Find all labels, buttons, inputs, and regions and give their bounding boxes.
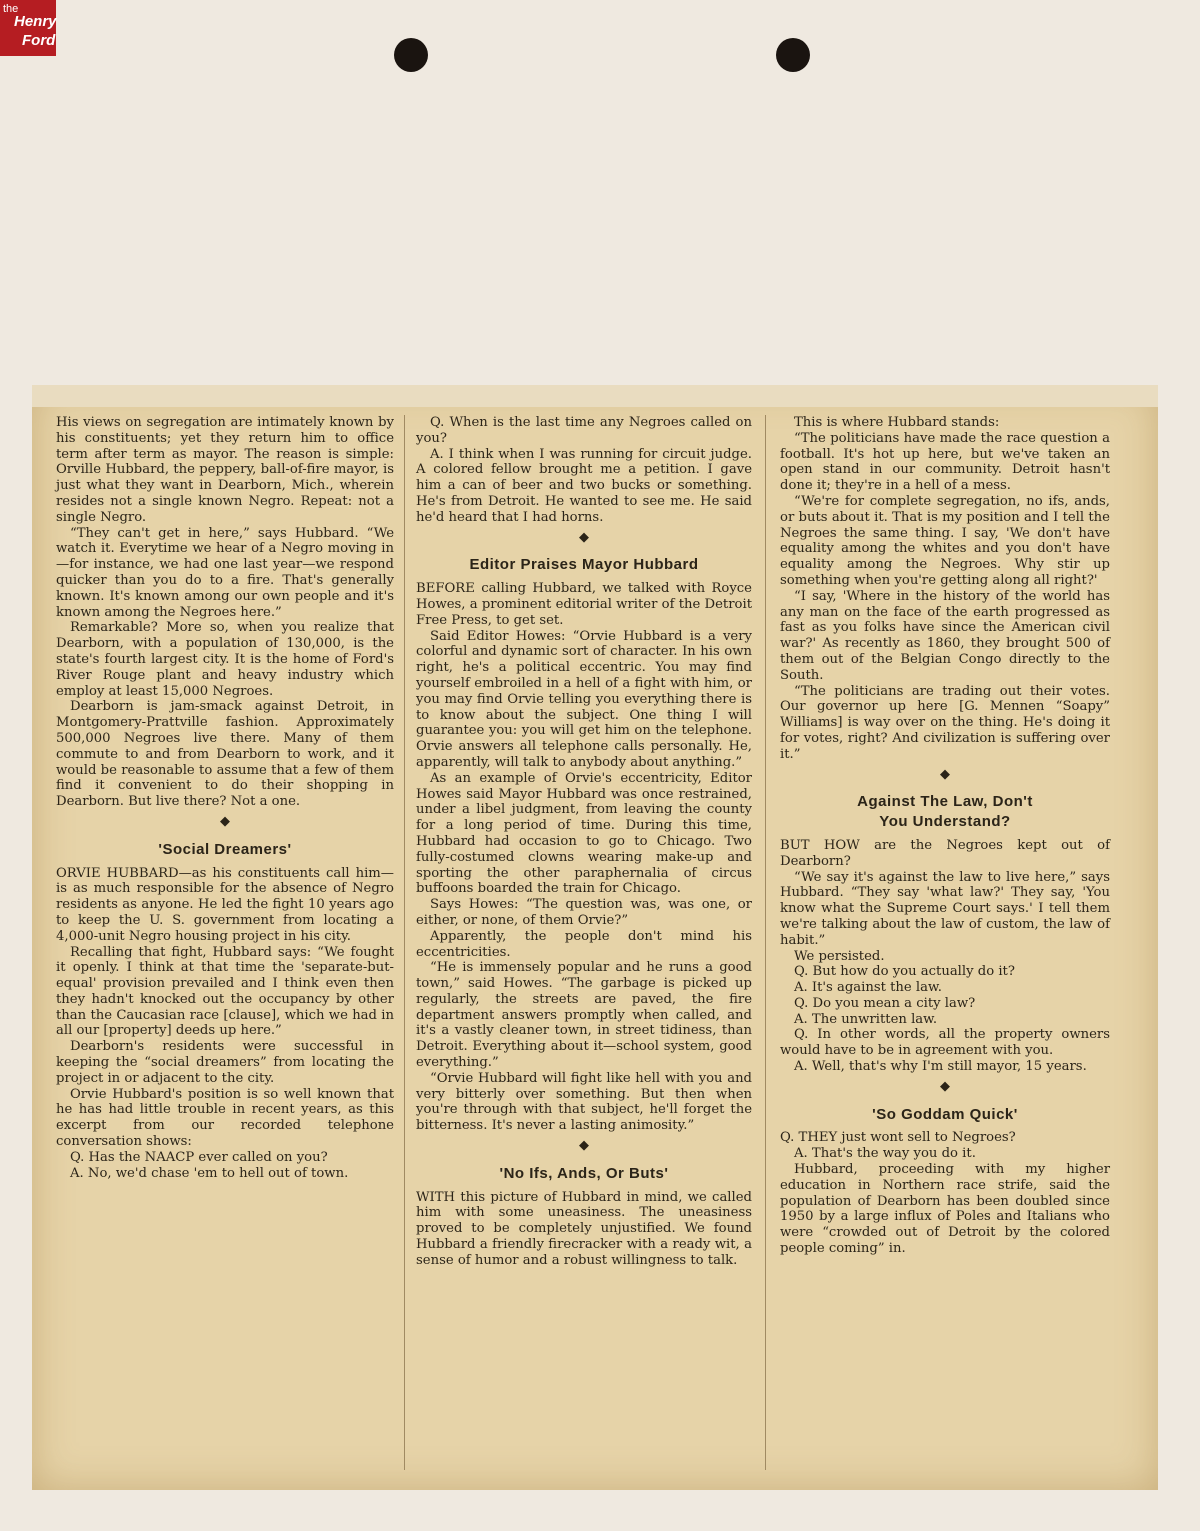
- paragraph: A. Well, that's why I'm still mayor, 15 years.: [794, 1059, 1087, 1075]
- paragraph: “They can't get in here,” says Hubbard. “We watch it. Everytime we hear of a Negro moving in—for instance, we had one last year—we respond quicker than you do to a fire. That's generally known. It's known among our own people and it's known among the Negroes here.”: [56, 525, 394, 620]
- paragraph: Hubbard, proceeding with my higher education in Northern race strife, said the population of Dearborn has been doubled since 1950 by a large influx of Poles and Italians who were “crowded out of Detroit by the colored people coming” in.: [780, 1162, 1110, 1257]
- section-diamond: ◆: [579, 529, 589, 545]
- paragraph: “We say it's against the law to live here,” says Hubbard. “They say 'what law?' They say, 'You know what the Supreme Court says.' I tell them we're talking about the law of custom, the law of habit.”: [780, 869, 1110, 948]
- paragraph: Orvie Hubbard's position is so well known that he has had little trouble in recent years, as this excerpt from our recorded telephone conversation shows:: [56, 1086, 394, 1150]
- paragraph: This is where Hubbard stands:: [794, 415, 1000, 430]
- paragraph: Remarkable? More so, when you realize that Dearborn, with a population of 130,000, is the state's fourth largest city. It is the home of Ford's River Rouge plant and heavy industry which employ at least 15,000 Negroes.: [56, 620, 394, 699]
- paragraph: “We're for complete segregation, no ifs, ands, or buts about it. That is my position and I tell the Negroes the same thing. I say, 'We don't have equality among the whites and you don't have equality among the Negroes. Why stir up something when you're getting along all right?': [780, 493, 1110, 588]
- logo-ford: Ford: [22, 32, 56, 49]
- paragraph: Says Howes: “The question was, was one, or either, or none, of them Orvie?”: [416, 897, 752, 928]
- section-diamond: ◆: [579, 1138, 589, 1154]
- section-diamond: ◆: [940, 766, 950, 782]
- section-diamond: ◆: [220, 813, 230, 829]
- paragraph: “I say, 'Where in the history of the world has any man on the face of the earth progressed as fast as you folks have since the American civil war?' As recently as 1860, they brought 500 of them out of the Belgian Congo directly to the South.: [780, 588, 1110, 683]
- section-heading: You Understand?: [879, 813, 1011, 831]
- paragraph: ORVIE HUBBARD—as his constituents call him—is as much responsible for the absence of Negro residents as anyone. He led the fight 10 years ago to keep the U. S. government from locating a 4,000-unit Negro housing project in his city.: [56, 865, 394, 944]
- column-2: [416, 415, 752, 1269]
- section-heading: 'No Ifs, Ands, Or Buts': [499, 1164, 669, 1182]
- paragraph: Recalling that fight, Hubbard says: “We fought it openly. I think at that time the 'separate-but-equal' provision prevailed and I think even then they hadn't knocked out the occupancy by other than the Caucasian race [clause], which we had in all our [property] deeds up here.”: [56, 944, 394, 1039]
- section-diamond: ◆: [940, 1078, 950, 1094]
- paragraph: Dearborn is jam-smack against Detroit, in Montgomery-Prattville fashion. Approximately 500,000 Negroes live there. Many of them commute to and from Dearborn to work, and it would be reasonable to assume that a few of them find it convenient to do their shopping in Dearborn. But live there? Not a one.: [56, 699, 394, 810]
- paragraph: A. It's against the law.: [794, 980, 942, 996]
- column-rule: [404, 415, 405, 1470]
- paragraph: A. That's the way you do it.: [794, 1146, 976, 1162]
- paragraph: BEFORE calling Hubbard, we talked with Royce Howes, a prominent editorial writer of the Detroit Free Press, to get set.: [416, 581, 752, 628]
- binder-hole-right: [776, 38, 810, 72]
- paragraph: Said Editor Howes: “Orvie Hubbard is a very colorful and dynamic sort of character. In his own right, he's a political eccentric. You may find yourself embroiled in a hell of a fight with him, or you may find Orvie telling you everything there is to know about the subject. One thing I will guarantee you: you will get him on the telephone. Orvie answers all telephone calls personally. He, apparently, will talk to anybody about anything.”: [416, 628, 752, 770]
- paragraph: Q. When is the last time any Negroes called on you?: [416, 415, 752, 446]
- paragraph: We persisted.: [794, 948, 885, 964]
- paragraph: A. The unwritten law.: [794, 1011, 938, 1027]
- henry-ford-logo: [0, 0, 56, 56]
- paragraph: “He is immensely popular and he runs a good town,” said Howes. “The garbage is picked up regularly, the streets are paved, the fire department answers promptly when called, and it's a vastly cleaner town, in street tidiness, than Detroit. Everything about it—school system, good everything.”: [416, 960, 752, 1071]
- logo-the: the: [3, 3, 19, 15]
- paragraph: A. I think when I was running for circuit judge. A colored fellow brought me a petition. I gave him a can of beer and two bucks or something. He's from Detroit. He wanted to see me. He said he'd heard that I had horns.: [416, 446, 752, 525]
- paragraph: Apparently, the people don't mind his eccentricities.: [416, 928, 752, 960]
- paragraph: Q. But how do you actually do it?: [794, 964, 1015, 980]
- column-1: [56, 415, 394, 1181]
- paragraph: “The politicians have made the race question a football. It's hot up here, but we've taken an open stand in our community. Detroit hasn't done it; they're in a hell of a mess.: [780, 430, 1110, 494]
- section-heading: Against The Law, Don't: [857, 793, 1033, 811]
- newspaper-clipping: [32, 385, 1158, 1490]
- binder-hole-left: [394, 38, 428, 72]
- logo-henry: Henry: [14, 13, 57, 30]
- paragraph: WITH this picture of Hubbard in mind, we called him with some uneasiness. The uneasiness proved to be completely unjustified. We found Hubbard a friendly firecracker with a ready wit, a sense of humor and a robust willingness to talk.: [416, 1189, 752, 1268]
- paragraph: Q. THEY just wont sell to Negroes?: [780, 1130, 1016, 1146]
- paragraph: Dearborn's residents were successful in keeping the “social dreamers” from locating the project in or adjacent to the city.: [56, 1039, 394, 1086]
- paragraph: Q. In other words, all the property owners would have to be in agreement with you.: [780, 1027, 1110, 1059]
- paragraph: BUT HOW are the Negroes kept out of Dearborn?: [780, 837, 1110, 869]
- paragraph: A. No, we'd chase 'em to hell out of town.: [70, 1165, 349, 1181]
- section-heading: 'Social Dreamers': [158, 840, 292, 858]
- paragraph: “Orvie Hubbard will fight like hell with you and very bitterly over something. But then when you're through with that subject, he'll forget the bitterness. It's never a lasting animosity.”: [416, 1070, 752, 1134]
- paragraph: His views on segregation are intimately known by his constituents; yet they return him to office term after term as mayor. The reason is simple: Orville Hubbard, the peppery, ball-of-fire mayor, is just what they want in Dearborn, Mich., wherein resides not a single known Negro. Repeat: not a single Negro.: [56, 415, 394, 525]
- paragraph: “The politicians are trading out their votes. Our governor up here [G. Mennen “Soapy” Williams] is way over on the thing. He's doing it for votes, right? And civilization is suffering over it.”: [780, 683, 1110, 762]
- paragraph: Q. Has the NAACP ever called on you?: [70, 1149, 328, 1165]
- column-3: [780, 415, 1110, 1257]
- section-heading: 'So Goddam Quick': [872, 1105, 1018, 1123]
- paragraph: Q. Do you mean a city law?: [794, 995, 976, 1011]
- paragraph: As an example of Orvie's eccentricity, Editor Howes said Mayor Hubbard was once restrained, under a libel judgment, from leaving the county for a long period of time. During this time, Hubbard had occasion to go to Chicago. Two fully-costumed clowns wearing make-up and sporting the other paraphernalia of circus buffoons boarded the train for Chicago.: [416, 770, 752, 897]
- section-heading: Editor Praises Mayor Hubbard: [469, 556, 699, 574]
- column-rule: [765, 415, 766, 1470]
